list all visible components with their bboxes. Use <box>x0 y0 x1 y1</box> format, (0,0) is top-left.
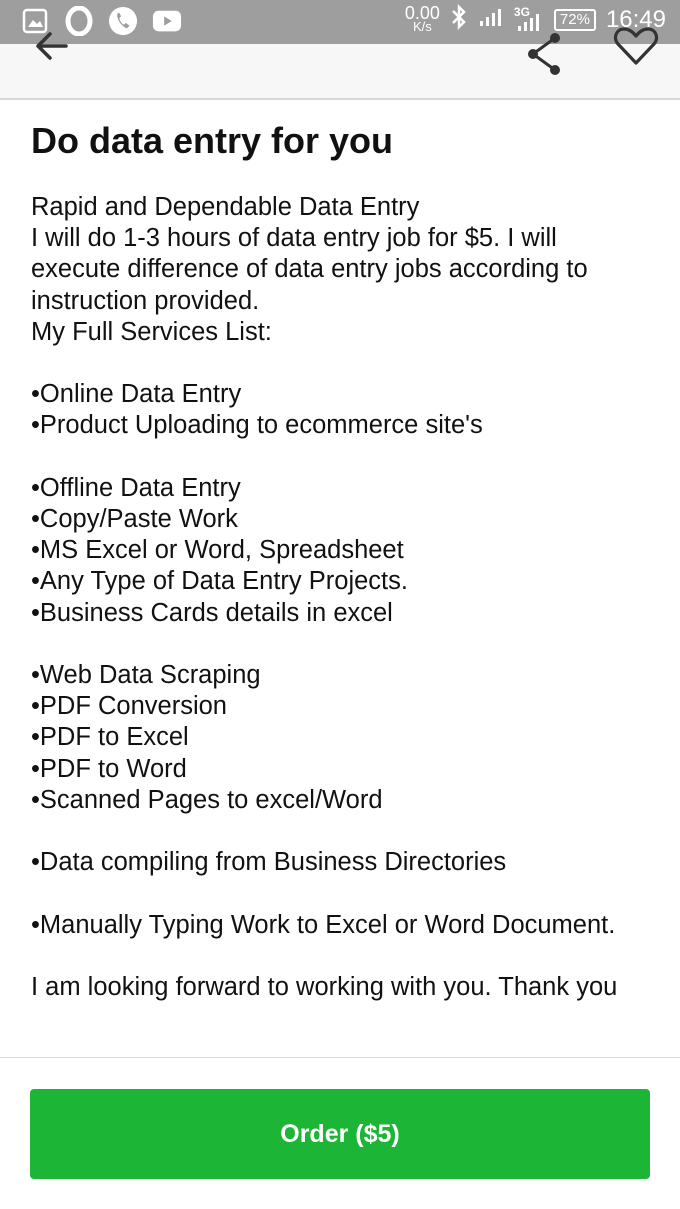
signal-icon <box>478 7 504 33</box>
gig-title: Do data entry for you <box>31 120 394 161</box>
back-arrow-icon <box>30 26 80 66</box>
app-bar <box>0 44 680 100</box>
youtube-icon <box>152 6 182 36</box>
network-speed-unit: K/s <box>412 19 432 34</box>
share-icon <box>522 28 566 78</box>
network-type-label: 3G <box>513 5 530 19</box>
favorite-button[interactable] <box>612 22 660 70</box>
network-speed-value: 0.00 <box>404 3 440 23</box>
share-button[interactable] <box>522 28 566 78</box>
bluetooth-icon <box>450 4 468 36</box>
clock: 16:49 <box>605 6 666 33</box>
footer-divider <box>0 1057 680 1058</box>
status-bar <box>0 0 680 44</box>
back-button[interactable] <box>30 26 80 66</box>
battery-level: 72% <box>559 11 590 28</box>
gig-description: Rapid and Dependable Data Entry I will do 1-3 hours of data entry job for $5. I will execute difference of data entry jobs according to instruction provided. My Full Services List: •Online Data Entry •Product Uploading to ecommerce site's •Offline Data Entry •Copy/Paste Work •MS Excel or Word, Spreadsheet •Any Type of Data Entry Projects. •Business Cards details in excel •Web Data Scraping •PDF Conversion •PDF to Excel •PDF to Word •Scanned Pages to excel/Word •Data compiling from Business Directories •Manually Typing Work to Excel or Word Document. I am looking forward to working with you. Thank you <box>31 193 618 1002</box>
gig-content <box>31 118 651 1003</box>
order-button[interactable]: Order ($5) <box>30 1089 650 1179</box>
heart-icon <box>612 22 660 70</box>
phone-icon <box>108 6 138 36</box>
network-speed <box>404 3 440 34</box>
